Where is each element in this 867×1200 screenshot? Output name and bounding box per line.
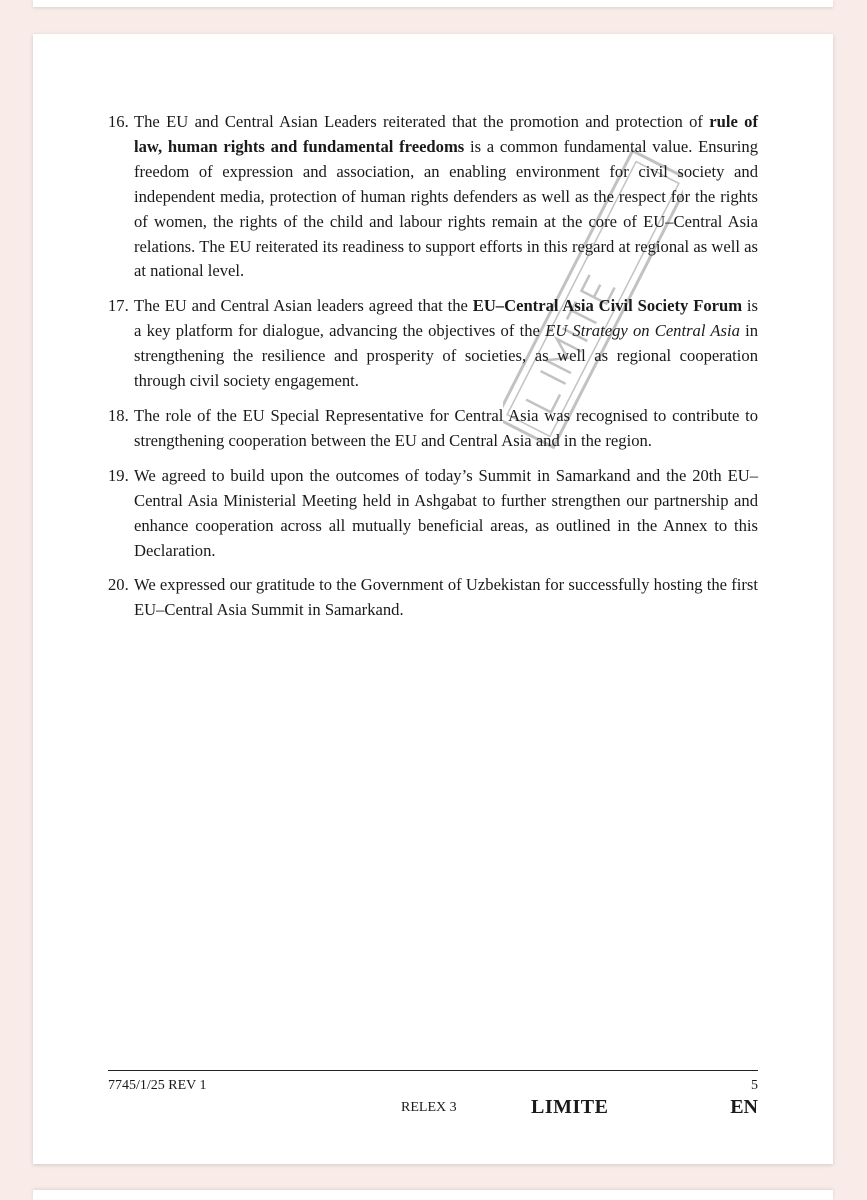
footer-divider xyxy=(108,1070,758,1071)
paragraph-text: We expressed our gratitude to the Government of Uzbekistan for successfully hosting the first EU–Central Asia Summit in Samarkand. xyxy=(134,575,758,620)
paragraph-text: is a common fundamental value. Ensuring freedom of expression and association, an enabling environment for civil society and independent media, protection of human rights defenders as well as the respect for the rights of women, the rights of the child and labour rights remain at the core of EU–Central Asia relations. The EU reiterated its readiness to support efforts in this regard at regional as well as at national level. xyxy=(134,136,758,281)
next-page-edge xyxy=(33,1190,833,1200)
paragraph-text: is a key platform for dialogue, advancing the objectives of the xyxy=(134,296,759,341)
paragraph-16 xyxy=(108,110,758,284)
paragraph-list xyxy=(108,110,758,633)
page-number: 5 xyxy=(751,1078,758,1093)
department-code: RELEX 3 xyxy=(401,1100,457,1115)
document-page xyxy=(33,34,833,1164)
paragraph-number: 20. xyxy=(108,575,129,595)
paragraph-text: in strengthening the resilience and prosperity of societies, as well as regional cooperation through civil society engagement. xyxy=(134,321,758,391)
paragraph-text: The role of the EU Special Representative for Central Asia was recognised to contribute to strengthening cooperation between the EU and Central Asia and in the region. xyxy=(134,405,758,450)
classification-marking: LIMITE xyxy=(531,1096,609,1118)
paragraph-number: 17. xyxy=(108,296,129,316)
paragraph-emphasis: EU–Central Asia Civil Society Forum xyxy=(472,296,743,316)
paragraph-text: We agreed to build upon the outcomes of today’s Summit in Samarkand and the 20th EU–Central Asia Ministerial Meeting held in Ashgabat to further strengthen our partnership and enhance cooperation across all mutually beneficial areas, as outlined in the Annex to this Declaration. xyxy=(134,465,758,560)
document-reference: 7745/1/25 REV 1 xyxy=(108,1078,207,1093)
paragraph-text: The EU and Central Asian Leaders reiterated that the promotion and protection of xyxy=(134,112,710,131)
paragraph-20 xyxy=(108,573,758,623)
paragraph-emphasis: rule of law, human rights and fundamental freedoms xyxy=(134,112,759,156)
paragraph-number: 19. xyxy=(108,465,129,485)
previous-page-edge xyxy=(33,0,833,7)
paragraph-17 xyxy=(108,294,758,394)
paragraph-text: The EU and Central Asian leaders agreed that the xyxy=(134,296,473,316)
paragraph-number: 18. xyxy=(108,405,129,425)
paragraph-number: 16. xyxy=(108,112,129,131)
paragraph-18 xyxy=(108,404,758,454)
language-code: EN xyxy=(730,1096,758,1118)
paragraph-19 xyxy=(108,464,758,564)
paragraph-italic: EU Strategy on Central Asia xyxy=(545,321,740,341)
